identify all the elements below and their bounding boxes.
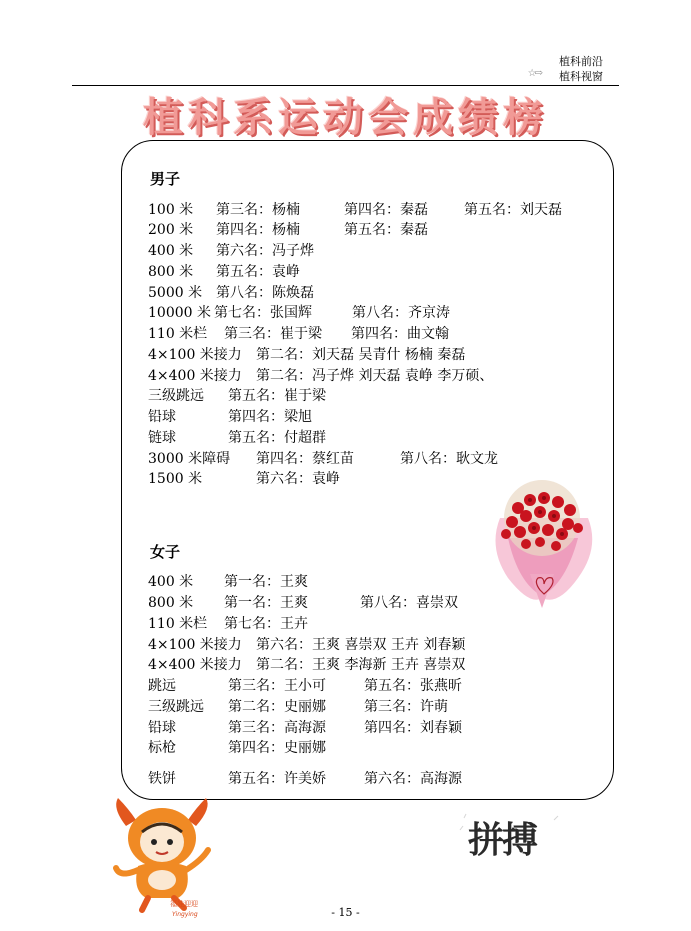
placing: 第三名：崔于梁: [224, 326, 322, 342]
event-name: 110 米栏: [148, 326, 208, 342]
placing: 第三名：王小可: [228, 678, 326, 694]
event-name: 4×400 米接力: [148, 657, 242, 673]
event-name: 链球: [148, 430, 176, 446]
placing: 第八名：陈焕磊: [216, 285, 314, 301]
mascot-sub: Yingying: [172, 911, 198, 918]
placing: 第四名：秦磊: [344, 202, 428, 218]
placing: 第二名：刘天磊 吴青什 杨楠 秦磊: [256, 347, 466, 363]
event-name: 三级跳远: [148, 388, 204, 404]
placing: 第四名：蔡红苗: [256, 451, 354, 467]
event-name: 400 米: [148, 243, 194, 259]
placing: 第六名：高海源: [364, 771, 462, 787]
placing: 第二名：王爽 李海新 王卉 喜崇双: [256, 657, 466, 673]
event-name: 铁饼: [148, 771, 176, 787]
placing: 第四名：梁旭: [228, 409, 312, 425]
event-name: 5000 米: [148, 285, 203, 301]
placing: 第八名：喜崇双: [360, 595, 458, 611]
placing: 第五名：付超群: [228, 430, 326, 446]
mascot-yingying-image: [108, 798, 216, 920]
event-name: 铅球: [148, 720, 176, 736]
placing: 第二名：冯子烨 刘天磊 袁峥 李万硕、: [256, 368, 494, 384]
event-name: 标枪: [148, 740, 176, 756]
women-heading: 女子: [150, 543, 181, 561]
placing: 第八名：耿文龙: [400, 451, 498, 467]
page-number: - 15 -: [331, 906, 360, 919]
placing: 第七名：王卉: [224, 616, 308, 632]
placing: 第七名：张国辉: [214, 305, 312, 321]
placing: 第四名：刘春颖: [364, 720, 462, 736]
event-name: 4×100 米接力: [148, 347, 242, 363]
event-name: 铅球: [148, 409, 176, 425]
brush-text: 拼搏: [468, 819, 537, 861]
event-name: 4×100 米接力: [148, 637, 242, 653]
event-name: 10000 米: [148, 305, 211, 321]
event-name: 1500 米: [148, 471, 203, 487]
placing: 第四名：杨楠: [216, 222, 300, 238]
placing: 第五名：崔于梁: [228, 388, 326, 404]
placing: 第六名：王爽 喜崇双 王卉 刘春颖: [256, 637, 466, 653]
event-name: 100 米: [148, 202, 194, 218]
placing: 第四名：史丽娜: [228, 740, 326, 756]
placing: 第一名：王爽: [224, 595, 308, 611]
stars-icon: ☆⇨: [527, 68, 541, 79]
placing: 第五名：袁峥: [216, 264, 300, 280]
placing: 第二名：史丽娜: [228, 699, 326, 715]
placing: 第八名：齐京涛: [352, 305, 450, 321]
placing: 第三名：许萌: [364, 699, 448, 715]
placing: 第三名：杨楠: [216, 202, 300, 218]
event-name: 800 米: [148, 264, 194, 280]
placing: 第六名：袁峥: [256, 471, 340, 487]
placing: 第五名：张燕昕: [364, 678, 462, 694]
event-name: 200 米: [148, 222, 194, 238]
placing: 第三名：高海源: [228, 720, 326, 736]
placing: 第五名：秦磊: [344, 222, 428, 238]
mascot-label: 福娃迎迎: [170, 900, 198, 908]
event-name: 三级跳远: [148, 699, 204, 715]
men-heading: 男子: [150, 170, 181, 188]
placing: 第五名：刘天磊: [464, 202, 562, 218]
header-column-name: 植科视窗: [559, 70, 603, 83]
event-name: 800 米: [148, 595, 194, 611]
event-name: 110 米栏: [148, 616, 208, 632]
page-title: 植科系运动会成绩榜: [143, 95, 548, 141]
placing: 第六名：冯子烨: [216, 243, 314, 259]
event-name: 4×400 米接力: [148, 368, 242, 384]
placing: 第一名：王爽: [224, 574, 308, 590]
placing: 第四名：曲文翰: [351, 326, 449, 342]
event-name: 3000 米障碍: [148, 451, 231, 467]
event-name: 400 米: [148, 574, 194, 590]
placing: 第五名：许美娇: [228, 771, 326, 787]
event-name: 跳远: [148, 678, 176, 694]
brush-calligraphy-image: [454, 800, 564, 870]
header-section-name: 植科前沿: [559, 55, 603, 68]
flower-bouquet-image: [478, 478, 606, 614]
